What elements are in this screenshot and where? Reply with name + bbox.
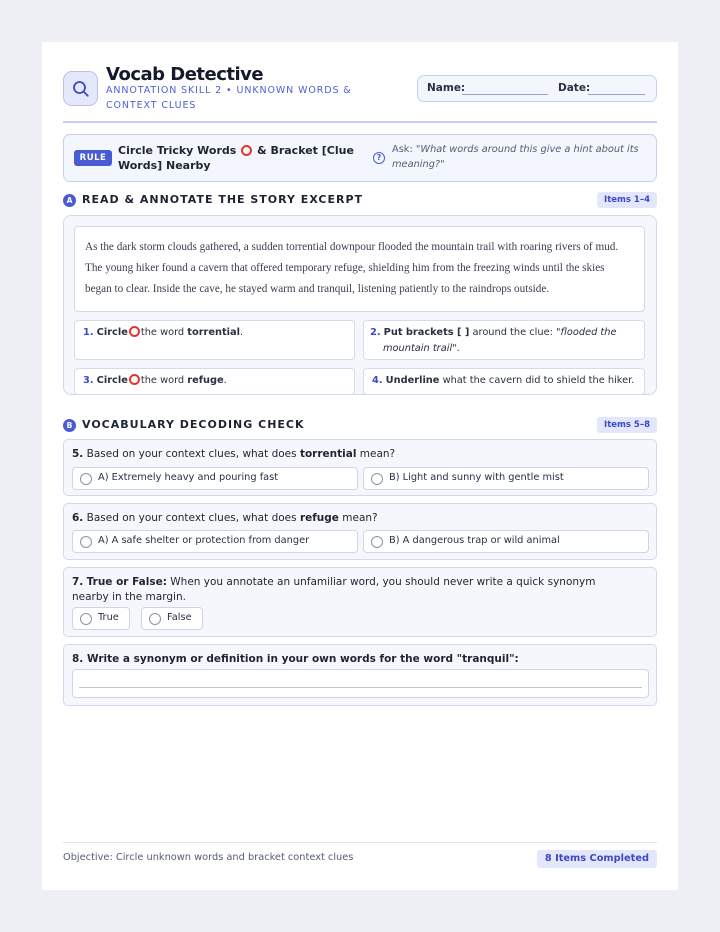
rule-badge: RULE — [74, 150, 112, 166]
radio-button[interactable] — [80, 473, 92, 485]
task-1 — [74, 320, 355, 360]
question-post: mean? — [342, 512, 378, 524]
task-2 — [363, 320, 645, 360]
task-number: 3. — [83, 375, 94, 386]
section-b-letter: B — [63, 419, 76, 432]
task-text: the word — [140, 327, 185, 338]
page-subtitle: ANNOTATION SKILL 2 • UNKNOWN WORDS & CONTEXT CLUES — [106, 85, 352, 111]
name-label: Name: — [427, 82, 466, 94]
story-excerpt[interactable]: As the dark storm clouds gathered, a sudden torrential downpour flooded the mountain trail with roaring rivers of mud. The young hiker found a cavern that offered temporary refuge, shielding him from the freezing winds until the skies began to clear. Inside the cave, he stayed warm and tranquil, listening patiently to the raindrops outside. — [74, 226, 645, 312]
section-b-title: VOCABULARY DECODING CHECK — [82, 418, 305, 431]
page-title: Vocab Detective — [106, 64, 264, 85]
footer-badge: 8 Items Completed — [537, 850, 657, 868]
question-number: 8. — [72, 653, 84, 665]
option-label: B) A dangerous trap or wild animal — [389, 535, 560, 546]
question-body: Write a synonym or definition in your own words for the word "tranquil": — [86, 653, 519, 665]
rule-text-part1: Circle Tricky Words — [118, 144, 237, 157]
question-text — [72, 447, 632, 462]
ask-question: "What words around this give a hint about its meaning?" — [392, 144, 639, 170]
question-lead: True or False: — [86, 576, 167, 588]
task-number: 4. — [372, 375, 383, 386]
question-word: refuge — [299, 512, 339, 524]
radio-button[interactable] — [80, 536, 92, 548]
section-b-badge: Items 5–8 — [597, 417, 657, 433]
date-field[interactable] — [588, 94, 645, 95]
task-verb: Put brackets [ ] — [383, 327, 470, 338]
task-text: the word — [140, 375, 185, 386]
name-date-box — [417, 75, 657, 102]
section-b-heading — [63, 417, 657, 435]
task-end: . — [223, 375, 227, 386]
question-6 — [63, 503, 657, 560]
circle-icon — [129, 374, 140, 385]
q5-option-a[interactable] — [72, 467, 358, 490]
question-pre: Based on your context clues, what does — [86, 448, 297, 460]
option-label: A) Extremely heavy and pouring fast — [98, 472, 279, 483]
option-label: True — [98, 612, 119, 623]
question-number: 7. — [72, 576, 84, 588]
task-quote: "flooded the mountain trail" — [383, 327, 617, 354]
question-number: 6. — [72, 512, 84, 524]
task-4 — [363, 368, 645, 395]
worksheet-page — [42, 42, 678, 890]
answer-input[interactable] — [72, 669, 649, 698]
section-a-letter: A — [63, 194, 76, 207]
story-panel — [63, 215, 657, 395]
header-divider — [63, 121, 657, 123]
task-word: refuge — [187, 375, 224, 386]
question-number: 5. — [72, 448, 84, 460]
option-label: A) A safe shelter or protection from danger — [98, 535, 310, 546]
option-label: B) Light and sunny with gentle mist — [389, 472, 564, 483]
radio-button[interactable] — [80, 613, 92, 625]
task-verb: Circle — [96, 375, 128, 386]
section-a-heading — [63, 192, 657, 210]
q6-option-b[interactable] — [363, 530, 649, 553]
option-label: False — [167, 612, 192, 623]
question-7 — [63, 567, 657, 637]
question-text — [72, 652, 632, 667]
q6-option-a[interactable] — [72, 530, 358, 553]
task-word: torrential — [187, 327, 240, 338]
circle-icon — [129, 326, 140, 337]
question-text — [72, 575, 632, 605]
radio-button[interactable] — [149, 613, 161, 625]
question-text — [72, 511, 632, 526]
radio-button[interactable] — [371, 473, 383, 485]
footer-divider — [63, 842, 657, 843]
task-end: . — [456, 343, 460, 354]
task-number: 1. — [83, 327, 94, 338]
task-number: 2. — [370, 327, 381, 338]
task-text: what the cavern did to shield the hiker. — [442, 375, 635, 386]
task-end: . — [240, 327, 244, 338]
section-a-title: READ & ANNOTATE THE STORY EXCERPT — [82, 193, 364, 206]
date-label: Date: — [558, 82, 591, 94]
worksheet-header — [63, 64, 657, 124]
rule-box — [63, 134, 657, 182]
name-field[interactable] — [462, 94, 548, 95]
section-a-badge: Items 1–4 — [597, 192, 657, 208]
q7-option-false[interactable] — [141, 607, 203, 630]
q7-option-true[interactable] — [72, 607, 130, 630]
question-8 — [63, 644, 657, 706]
task-text: around the clue: — [472, 327, 553, 338]
question-body: When you annotate an unfamiliar word, you should never write a quick synonym nearby in the margin. — [72, 576, 596, 603]
question-word: torrential — [299, 448, 357, 460]
task-verb: Underline — [385, 375, 440, 386]
task-3 — [74, 368, 355, 395]
radio-button[interactable] — [371, 536, 383, 548]
q5-option-b[interactable] — [363, 467, 649, 490]
ask-text — [392, 142, 642, 172]
question-pre: Based on your context clues, what does — [86, 512, 297, 524]
question-icon: ? — [373, 152, 385, 164]
circle-icon — [241, 145, 252, 156]
footer-objective: Objective: Circle unknown words and bracket context clues — [63, 852, 354, 863]
answer-line — [79, 687, 642, 688]
rule-text — [118, 143, 358, 173]
question-5 — [63, 439, 657, 496]
rule-text-part2: & Bracket [Clue Words] Nearby — [118, 144, 354, 172]
question-post: mean? — [359, 448, 396, 460]
search-icon — [63, 71, 98, 106]
task-verb: Circle — [96, 327, 128, 338]
ask-label: Ask: — [392, 144, 413, 155]
